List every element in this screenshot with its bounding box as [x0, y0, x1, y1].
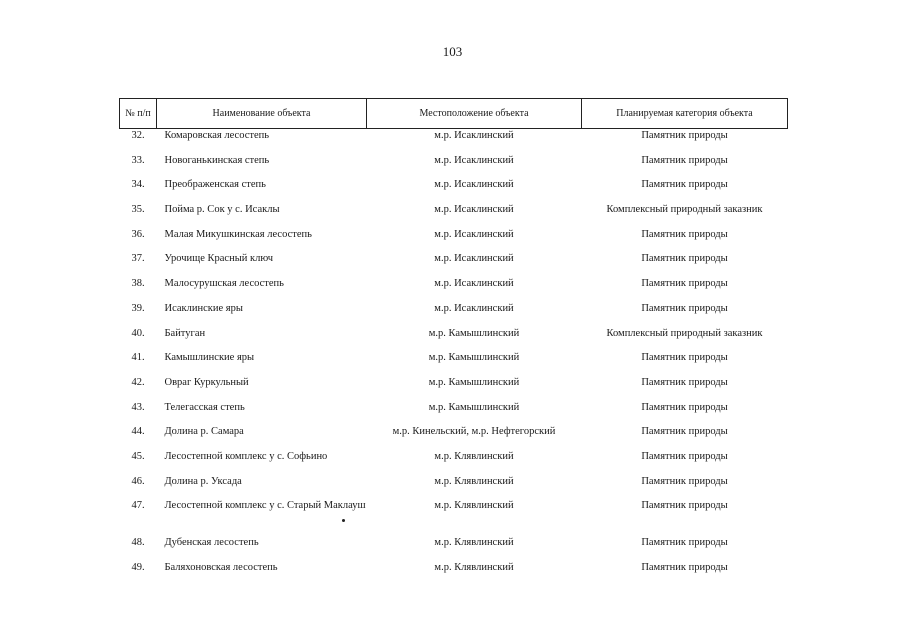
row-name: Лесостепной комплекс у с. Софьино	[164, 450, 328, 462]
objects-table	[119, 98, 788, 587]
row-num: 43.	[131, 401, 145, 413]
row-num: 33.	[131, 154, 145, 166]
row-category: Комплексный природный заказник	[606, 327, 763, 339]
row-category: Памятник природы	[641, 154, 728, 166]
table-row	[120, 500, 788, 537]
header-name: Наименование объекта	[157, 99, 367, 129]
row-name: Пойма р. Сок у с. Исаклы	[164, 204, 280, 216]
row-location: м.р. Камышлинский	[428, 401, 520, 413]
row-location: м.р. Исаклинский	[434, 278, 514, 290]
row-location: м.р. Исаклинский	[434, 253, 514, 265]
row-category: Памятник природы	[641, 562, 728, 573]
row-location: м.р. Камышлинский	[428, 352, 520, 364]
row-category: Памятник природы	[641, 475, 728, 487]
table-header-row	[120, 99, 788, 129]
row-num: 42.	[131, 376, 145, 388]
row-category: Памятник природы	[641, 130, 728, 141]
row-location: м.р. Исаклинский	[434, 179, 514, 191]
table-row	[120, 352, 788, 377]
row-num: 35.	[131, 204, 145, 216]
row-name: Комаровская лесостепь	[164, 130, 270, 141]
page-number: 103	[442, 44, 463, 59]
row-location: м.р. Кинельский, м.р. Нефтегорский	[392, 426, 556, 438]
row-category: Памятник природы	[641, 278, 728, 290]
row-category: Памятник природы	[641, 302, 728, 314]
row-category: Памятник природы	[641, 450, 728, 462]
table-row	[120, 562, 788, 587]
scan-speck	[342, 519, 345, 522]
table-row	[120, 303, 788, 328]
row-num: 34.	[131, 179, 145, 191]
row-num: 45.	[131, 450, 145, 462]
table-row	[120, 155, 788, 180]
header-location: Местоположение объекта	[367, 99, 582, 129]
table-row	[120, 426, 788, 451]
table-row	[120, 253, 788, 278]
row-category: Памятник природы	[641, 352, 728, 364]
row-category: Памятник природы	[641, 179, 728, 191]
table-row	[120, 229, 788, 254]
row-name: Урочище Красный ключ	[164, 253, 274, 265]
row-location: м.р. Клявлинский	[434, 500, 514, 512]
table-row	[120, 278, 788, 303]
row-name: Преображенская степь	[164, 179, 266, 191]
row-num: 49.	[131, 562, 145, 573]
row-category: Памятник природы	[641, 537, 728, 549]
table-row	[120, 451, 788, 476]
row-num: 40.	[131, 327, 145, 339]
row-location: м.р. Клявлинский	[434, 562, 514, 573]
row-name: Новоганькинская степь	[164, 154, 270, 166]
row-num: 48.	[131, 537, 145, 549]
row-location: м.р. Клявлинский	[434, 475, 514, 487]
row-location: м.р. Исаклинский	[434, 302, 514, 314]
row-name: Лесостепной комплекс у с. Старый Маклауш	[164, 500, 366, 512]
row-category: Памятник природы	[641, 253, 728, 265]
row-num: 46.	[131, 475, 145, 487]
row-num: 44.	[131, 426, 145, 438]
row-category: Памятник природы	[641, 401, 728, 413]
row-name: Долина р. Уксада	[164, 475, 242, 487]
table-body	[120, 129, 788, 587]
row-num: 37.	[131, 253, 145, 265]
row-name: Овраг Куркульный	[164, 376, 249, 388]
table-row	[120, 328, 788, 353]
table-row	[120, 129, 788, 155]
row-location: м.р. Камышлинский	[428, 327, 520, 339]
table-row	[120, 402, 788, 427]
row-name: Баляхоновская лесостепь	[164, 562, 278, 573]
row-location: м.р. Исаклинский	[434, 204, 514, 216]
row-name: Долина р. Самара	[164, 426, 244, 438]
row-num: 39.	[131, 302, 145, 314]
row-category: Памятник природы	[641, 228, 728, 240]
row-num: 41.	[131, 352, 145, 364]
row-location: м.р. Исаклинский	[434, 228, 514, 240]
row-category: Памятник природы	[641, 500, 728, 512]
row-category: Памятник природы	[641, 426, 728, 438]
header-num: № п/п	[120, 99, 157, 129]
table-row	[120, 377, 788, 402]
table-row	[120, 476, 788, 501]
header-category: Планируемая категория объекта	[582, 99, 788, 129]
row-category: Памятник природы	[641, 376, 728, 388]
row-location: м.р. Клявлинский	[434, 450, 514, 462]
table-row	[120, 537, 788, 562]
row-name: Дубенская лесостепь	[164, 537, 259, 549]
row-location: м.р. Исаклинский	[434, 130, 514, 141]
row-name: Телегасская степь	[164, 401, 245, 413]
table-row	[120, 204, 788, 229]
row-num: 32.	[131, 130, 145, 141]
row-num: 47.	[131, 500, 145, 512]
row-name: Малосурушская лесостепь	[164, 278, 284, 290]
row-name: Исаклинские яры	[164, 302, 243, 314]
row-name: Байтуган	[164, 327, 206, 339]
row-location: м.р. Камышлинский	[428, 376, 520, 388]
row-category: Комплексный природный заказник	[606, 204, 763, 216]
row-location: м.р. Исаклинский	[434, 154, 514, 166]
row-num: 38.	[131, 278, 145, 290]
row-name: Камышлинские яры	[164, 352, 255, 364]
row-location: м.р. Клявлинский	[434, 537, 514, 549]
row-name: Малая Микушкинская лесостепь	[164, 228, 312, 240]
table-row	[120, 179, 788, 204]
row-num: 36.	[131, 228, 145, 240]
